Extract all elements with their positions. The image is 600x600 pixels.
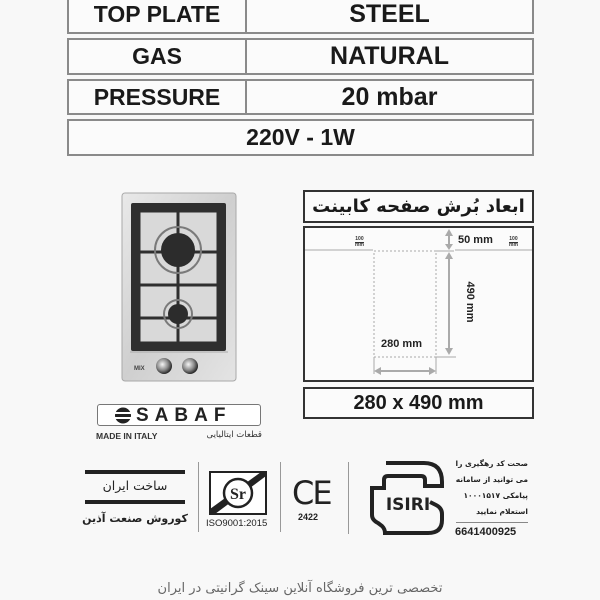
cutout-diagram (303, 226, 534, 382)
made-in-iran-line-bottom (85, 500, 185, 504)
iso-logo (209, 471, 267, 515)
cutout-title: ابعاد بُرش صفحه کابینت (312, 196, 525, 217)
spec-value-text: 20 mbar (341, 82, 438, 111)
ce-mark: CE (292, 474, 331, 512)
cooktop-brand: MIX (134, 366, 145, 372)
cutout-size-box (303, 387, 534, 419)
company-name: کوروش صنعت آذین (82, 512, 188, 525)
spec-label-gas (67, 38, 247, 75)
cooktop-image (118, 190, 240, 384)
margin-right-num: 100 (509, 236, 518, 242)
isiri-line: می توانید از سامانه (455, 475, 528, 484)
spec-label-top-plate (67, 0, 247, 34)
divider (198, 462, 199, 532)
isiri-line: استعلام نمایید (476, 507, 528, 516)
spec-label-text: TOP PLATE (93, 0, 221, 27)
ce-number: 2422 (298, 512, 319, 522)
isiri-line: صحت کد رهگیری را (455, 459, 528, 468)
cutout-size-text: 280 x 490 mm (353, 391, 484, 414)
spec-power-text: 220V - 1W (246, 124, 355, 150)
made-in-iran-line-top (85, 470, 185, 474)
made-in-italy: MADE IN ITALY (96, 431, 158, 441)
knob-2 (182, 358, 198, 374)
top-gap-label: 50 mm (458, 234, 493, 246)
height-label: 490 mm (464, 281, 476, 323)
footer-tagline: تخصصی ترین فروشگاه آنلاین سینک گرانیتی در ایران (157, 581, 443, 596)
knob-1 (156, 358, 172, 374)
margin-right-unit: mm (509, 242, 518, 248)
margin-left-unit: mm (355, 242, 364, 248)
divider (280, 462, 281, 532)
burner-small (168, 304, 188, 324)
svg-text:ISIRI: ISIRI (385, 495, 431, 515)
iso-standard: ISO9001:2015 (206, 518, 268, 529)
sabaf-logo (97, 404, 261, 426)
burner-large (161, 233, 195, 267)
spec-label-pressure (67, 79, 247, 115)
isiri-instructions (430, 456, 528, 520)
svg-text:Sr: Sr (230, 486, 246, 503)
isiri-divider (456, 522, 528, 523)
made-in-iran: ساخت ایران (102, 478, 168, 493)
margin-left-num: 100 (355, 236, 364, 242)
sabaf-emblem-icon (114, 407, 132, 424)
margin-left-label (355, 237, 364, 248)
spec-value-text: NATURAL (330, 42, 449, 70)
divider (348, 462, 349, 534)
spec-value-top-plate (245, 0, 534, 34)
cutout-diagram-svg (305, 228, 532, 380)
spec-label-text: GAS (132, 43, 182, 69)
spec-value-gas (245, 38, 534, 75)
spec-power (67, 119, 534, 156)
spec-value-text: STEEL (349, 0, 430, 28)
width-label: 280 mm (381, 338, 422, 350)
cutout-title-box (303, 190, 534, 223)
margin-right-label (509, 237, 518, 248)
sabaf-brand: SABAF (136, 405, 232, 426)
italian-parts-label: قطعات ایتالیایی (206, 430, 262, 440)
isiri-line: پیامکی ۱۰۰۰۱۵۱۷ (463, 491, 528, 500)
isiri-code: 6641400925 (455, 526, 517, 538)
spec-label-text: PRESSURE (93, 83, 221, 110)
spec-value-pressure (245, 79, 534, 115)
